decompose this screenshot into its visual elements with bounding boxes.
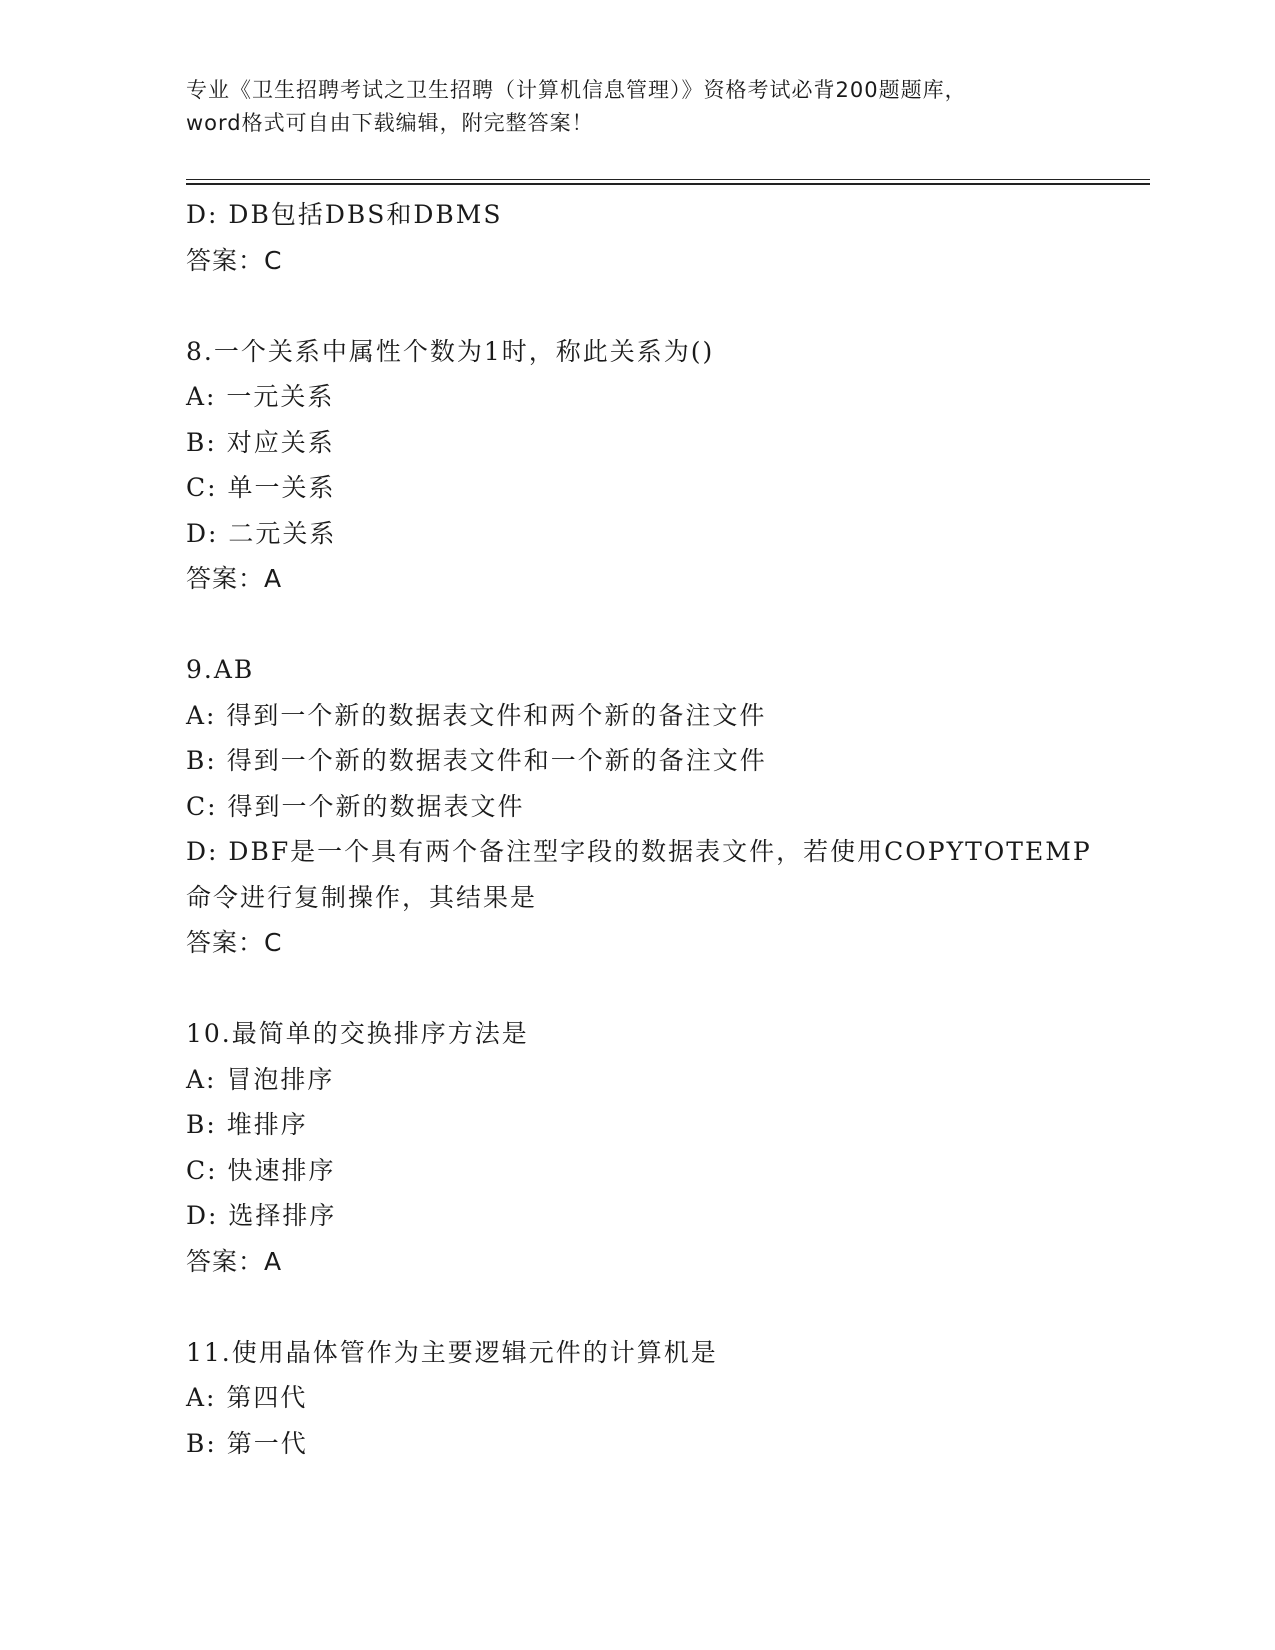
- option-b: B: 第一代: [186, 1428, 308, 1458]
- header-rule-thin: [186, 179, 1150, 180]
- answer-line: 答案：C: [186, 928, 283, 957]
- option-c: C: 单一关系: [186, 473, 336, 502]
- question-stem: 8.一个关系中属性个数为1时，称此关系为(): [186, 336, 715, 366]
- option-d: D: 二元关系: [186, 518, 337, 548]
- option-a: A: 得到一个新的数据表文件和两个新的备注文件: [186, 700, 767, 730]
- option-a: A: 第四代: [186, 1383, 308, 1412]
- option-d: D: DBF是一个具有两个备注型字段的数据表文件，若使用COPYTOTEMP: [186, 837, 1092, 866]
- option-a: A: 一元关系: [186, 382, 335, 411]
- question-stem: 9.AB: [186, 655, 255, 684]
- header-rule-thick: [186, 183, 1150, 185]
- question-list: [186, 192, 1136, 1466]
- answer-line: 答案：A: [186, 1246, 283, 1276]
- header-line-2: word格式可自由下载编辑，附完整答案！: [186, 111, 594, 135]
- option-d: D: DB包括DBS和DBMS: [186, 200, 503, 229]
- option-a: A: 冒泡排序: [186, 1064, 335, 1094]
- document-header: [186, 74, 1086, 140]
- option-c: C: 得到一个新的数据表文件: [186, 791, 525, 821]
- question-stem: 11.使用晶体管作为主要逻辑元件的计算机是: [186, 1337, 718, 1367]
- question-stem: 10.最简单的交换排序方法是: [186, 1019, 529, 1048]
- option-c: C: 快速排序: [186, 1155, 336, 1185]
- option-b: B: 对应关系: [186, 427, 335, 457]
- answer-line: 答案：C: [186, 245, 283, 275]
- option-b: B: 堆排序: [186, 1110, 308, 1139]
- option-d-continued: 命令进行复制操作，其结果是: [186, 882, 538, 912]
- header-line-1: 专业《卫生招聘考试之卫生招聘（计算机信息管理）》资格考试必背200题题库，: [186, 78, 967, 102]
- option-b: B: 得到一个新的数据表文件和一个新的备注文件: [186, 746, 767, 775]
- answer-line: 答案：A: [186, 564, 283, 593]
- option-d: D: 选择排序: [186, 1201, 337, 1230]
